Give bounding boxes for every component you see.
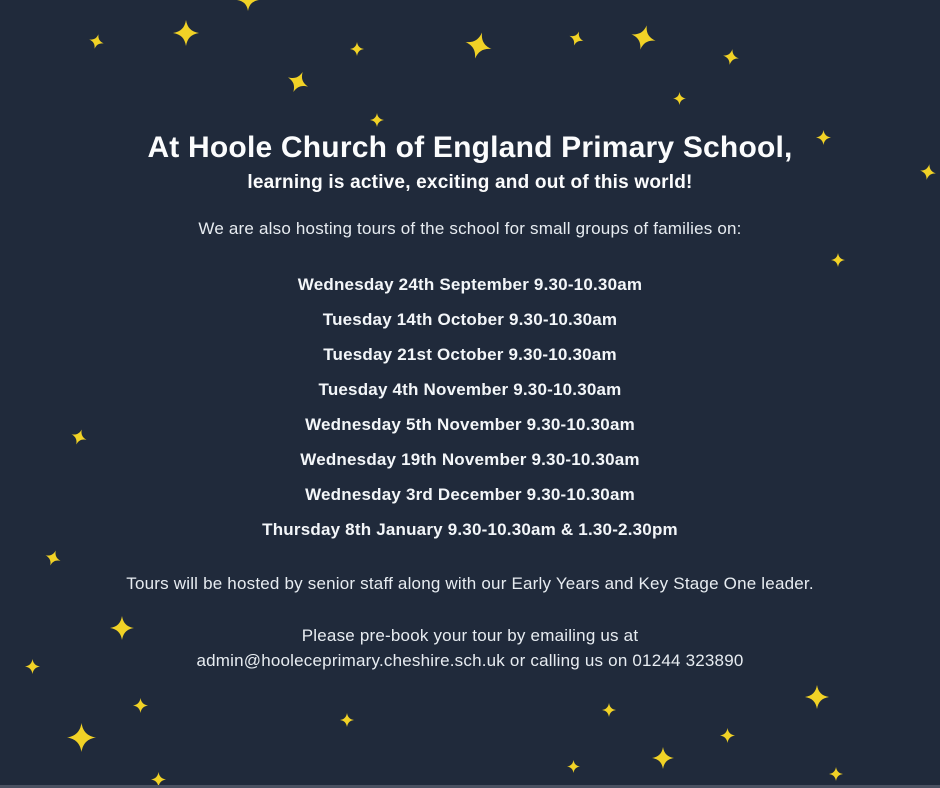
sparkle-star-icon [173, 20, 199, 46]
sparkle-star-icon [722, 48, 741, 67]
sparkle-star-icon [43, 548, 64, 569]
sparkle-star-icon [720, 728, 735, 743]
sparkle-star-icon [370, 113, 384, 127]
sparkle-star-icon [602, 703, 616, 717]
booking-line-contact: admin@hooleceprimary.cheshire.sch.uk or calling us on 01244 323890 [196, 651, 744, 670]
tour-date-item: Thursday 8th January 9.30-10.30am & 1.30-2.30pm [262, 520, 678, 539]
sparkle-star-icon [87, 32, 105, 50]
tours-intro-text: We are also hosting tours of the school for small groups of families on: [198, 219, 742, 238]
sparkle-star-icon [831, 253, 845, 267]
sparkle-star-icon [340, 713, 354, 727]
tour-date-item: Tuesday 4th November 9.30-10.30am [318, 380, 622, 399]
sparkle-star-icon [652, 747, 674, 769]
sparkle-star-icon [566, 28, 585, 47]
sparkle-star-icon [567, 760, 580, 773]
tour-date-item: Wednesday 19th November 9.30-10.30am [300, 450, 640, 469]
tour-date-item: Tuesday 14th October 9.30-10.30am [322, 310, 618, 329]
booking-info [0, 623, 940, 673]
sparkle-star-icon [628, 22, 659, 53]
sparkle-star-icon [461, 28, 494, 61]
tour-date-item: Wednesday 5th November 9.30-10.30am [305, 415, 635, 434]
booking-line-email-intro: Please pre-book your tour by emailing us at [301, 626, 639, 645]
sparkle-star-icon [133, 698, 148, 713]
hosts-note: Tours will be hosted by senior staff along with our Early Years and Key Stage One leader. [126, 574, 814, 593]
tour-date-item: Wednesday 24th September 9.30-10.30am [297, 275, 643, 294]
sparkle-star-icon [67, 723, 96, 752]
sparkle-star-icon [350, 42, 364, 56]
poster-title: At Hoole Church of England Primary School, [147, 131, 793, 164]
sparkle-star-icon [829, 767, 843, 781]
poster-subtitle: learning is active, exciting and out of this world! [247, 172, 693, 193]
sparkle-star-icon [673, 92, 686, 105]
sparkle-star-icon [805, 685, 829, 709]
sparkle-star-icon [283, 67, 312, 96]
tour-dates-list [0, 267, 940, 547]
sparkle-star-icon [237, 0, 259, 11]
tour-date-item: Wednesday 3rd December 9.30-10.30am [305, 485, 635, 504]
tour-date-item: Tuesday 21st October 9.30-10.30am [323, 345, 617, 364]
